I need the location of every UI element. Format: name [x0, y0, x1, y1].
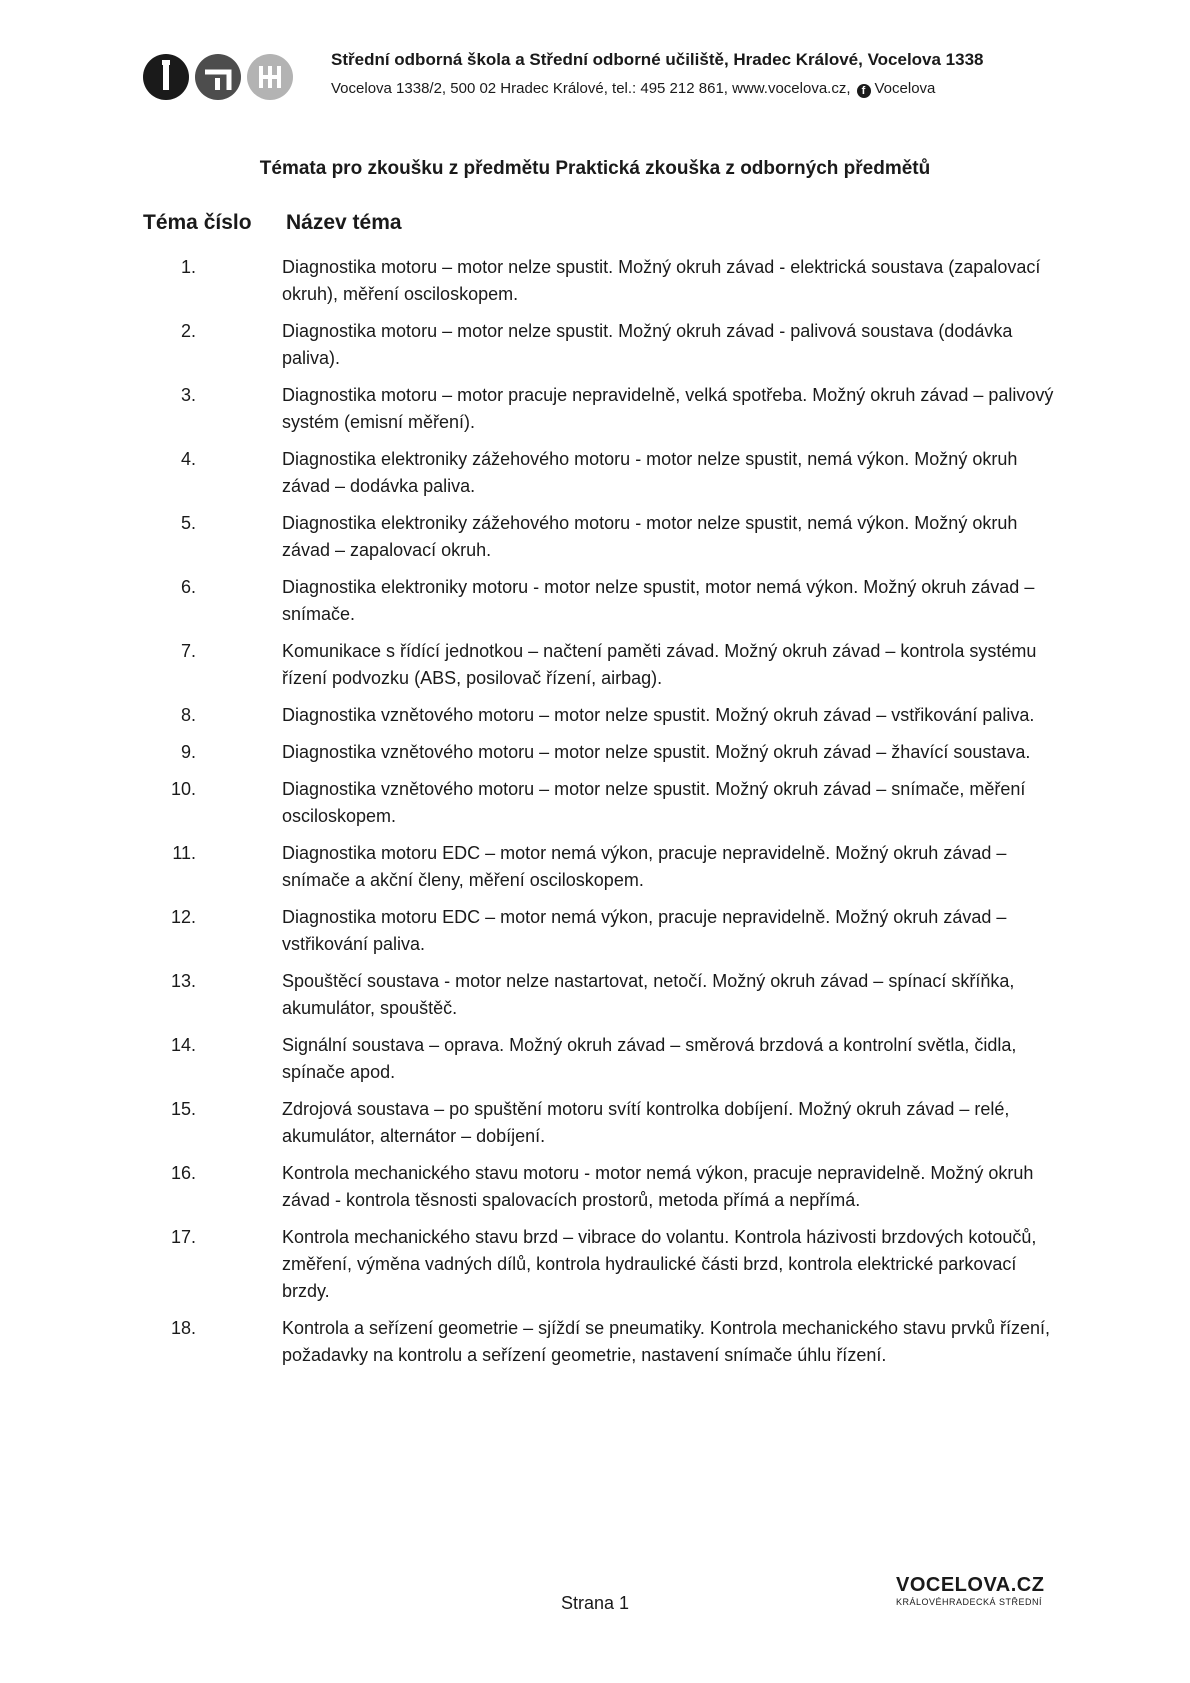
column-header-name: Název téma	[286, 211, 402, 234]
topic-text: Diagnostika vznětového motoru – motor nelze spustit. Možný okruh závad – snímače, měření osciloskopem.	[282, 779, 1026, 826]
topic-number: 1.	[180, 257, 196, 277]
logo-circle-dark-icon	[143, 54, 189, 100]
topic-text: Komunikace s řídící jednotkou – načtení paměti závad. Možný okruh závad – kontrola systému řízení podvozku (ABS, posilovač řízení, airbag).	[282, 641, 1037, 688]
topic-text: Diagnostika motoru – motor nelze spustit. Možný okruh závad - elektrická soustava (zapalovací okruh), měření osciloskopem.	[282, 257, 1041, 304]
topic-text: Kontrola mechanického stavu motoru - motor nemá výkon, pracuje nepravidelně. Možný okruh závad - kontrola těsnosti spalovacích prostorů, metoda přímá a nepřímá.	[282, 1163, 1034, 1210]
topic-text: Diagnostika motoru – motor pracuje nepravidelně, velká spotřeba. Možný okruh závad – palivový systém (emisní měření).	[282, 385, 1054, 432]
topic-item	[0, 840, 1190, 894]
facebook-label: Vocelova	[874, 80, 936, 97]
topic-number: 13.	[170, 971, 196, 991]
topic-item	[0, 1160, 1190, 1214]
topic-number: 15.	[170, 1099, 196, 1119]
topic-item	[0, 574, 1190, 628]
topic-number: 10.	[170, 779, 196, 799]
column-header-number: Téma číslo	[143, 211, 252, 234]
topic-number: 8.	[180, 705, 196, 725]
topic-text: Diagnostika vznětového motoru – motor nelze spustit. Možný okruh závad – žhavící soustava.	[282, 742, 1031, 762]
address-text: Vocelova 1338/2, 500 02 Hradec Králové, tel.: 495 212 861, www.vocelova.cz,	[331, 80, 851, 97]
topic-text: Kontrola mechanického stavu brzd – vibrace do volantu. Kontrola házivosti brzdových kotoučů, změření, výměna vadných dílů, kontrola hydraulické části brzd, kontrola elektrické parkovací brzdy.	[282, 1227, 1037, 1301]
topic-item	[0, 318, 1190, 372]
topic-item	[0, 446, 1190, 500]
topic-number: 3.	[180, 385, 196, 405]
topic-text: Diagnostika elektroniky zážehového motoru - motor nelze spustit, nemá výkon. Možný okruh závad – zapalovací okruh.	[282, 513, 1018, 560]
topic-text: Diagnostika elektroniky motoru - motor nelze spustit, motor nemá výkon. Možný okruh závad – snímače.	[282, 577, 1035, 624]
topic-item	[0, 1224, 1190, 1305]
topic-item	[0, 382, 1190, 436]
topic-number: 18.	[170, 1318, 196, 1338]
topic-number: 7.	[180, 641, 196, 661]
letterhead	[143, 46, 1053, 106]
topic-text: Diagnostika motoru – motor nelze spustit. Možný okruh závad - palivová soustava (dodávka paliva).	[282, 321, 1013, 368]
topic-text: Kontrola a seřízení geometrie – sjíždí se pneumatiky. Kontrola mechanického stavu prvků řízení, požadavky na kontrolu a seřízení geometrie, nastavení snímače úhlu řízení.	[282, 1318, 1051, 1365]
topic-number: 9.	[180, 742, 196, 762]
topic-number: 11.	[172, 843, 196, 863]
topic-number: 16.	[170, 1163, 196, 1183]
document-title: Témata pro zkoušku z předmětu Praktická zkouška z odborných předmětů	[259, 158, 931, 179]
topic-item	[0, 968, 1190, 1022]
brand-tagline: KRÁLOVÉHRADECKÁ STŘEDNÍ	[896, 1597, 1043, 1607]
topic-text: Spouštěcí soustava - motor nelze nastartovat, netočí. Možný okruh závad – spínací skříňka, akumulátor, spouštěč.	[282, 971, 1015, 1018]
topic-number: 5.	[180, 513, 196, 533]
topic-number: 14.	[170, 1035, 196, 1055]
topic-item	[0, 1096, 1190, 1150]
page-number: Strana 1	[560, 1593, 630, 1613]
logo-circle-light-icon	[247, 54, 293, 100]
topic-item	[0, 702, 1190, 729]
facebook-icon: f	[857, 84, 871, 98]
topic-item	[0, 904, 1190, 958]
footer-brand-logo	[896, 1574, 1054, 1608]
school-address	[331, 80, 935, 98]
topic-text: Diagnostika vznětového motoru – motor nelze spustit. Možný okruh závad – vstřikování paliva.	[282, 705, 1035, 725]
topic-number: 4.	[180, 449, 196, 469]
topic-item	[0, 638, 1190, 692]
brand-name: VOCELOVA.CZ	[896, 1574, 1045, 1596]
topic-number: 6.	[180, 577, 196, 597]
topic-number: 12.	[170, 907, 196, 927]
topic-text: Diagnostika elektroniky zážehového motoru - motor nelze spustit, nemá výkon. Možný okruh závad – dodávka paliva.	[282, 449, 1018, 496]
topic-item	[0, 254, 1190, 308]
logo-circle-medium-icon	[195, 54, 241, 100]
topic-text: Diagnostika motoru EDC – motor nemá výkon, pracuje nepravidelně. Možný okruh závad – snímače a akční členy, měření osciloskopem.	[282, 843, 1007, 890]
topic-number: 17.	[170, 1227, 196, 1247]
topic-list	[0, 254, 1190, 1379]
topic-item	[0, 1032, 1190, 1086]
topic-text: Zdrojová soustava – po spuštění motoru svítí kontrolka dobíjení. Možný okruh závad – relé, akumulátor, alternátor – dobíjení.	[282, 1099, 1010, 1146]
topic-item	[0, 1315, 1190, 1369]
topic-item	[0, 739, 1190, 766]
topic-item	[0, 776, 1190, 830]
topic-text: Diagnostika motoru EDC – motor nemá výkon, pracuje nepravidelně. Možný okruh závad – vstřikování paliva.	[282, 907, 1007, 954]
topic-text: Signální soustava – oprava. Možný okruh závad – směrová brzdová a kontrolní světla, čidla, spínače apod.	[282, 1035, 1017, 1082]
topic-number: 2.	[180, 321, 196, 341]
school-name: Střední odborná škola a Střední odborné učiliště, Hradec Králové, Vocelova 1338	[331, 50, 984, 69]
topic-item	[0, 510, 1190, 564]
